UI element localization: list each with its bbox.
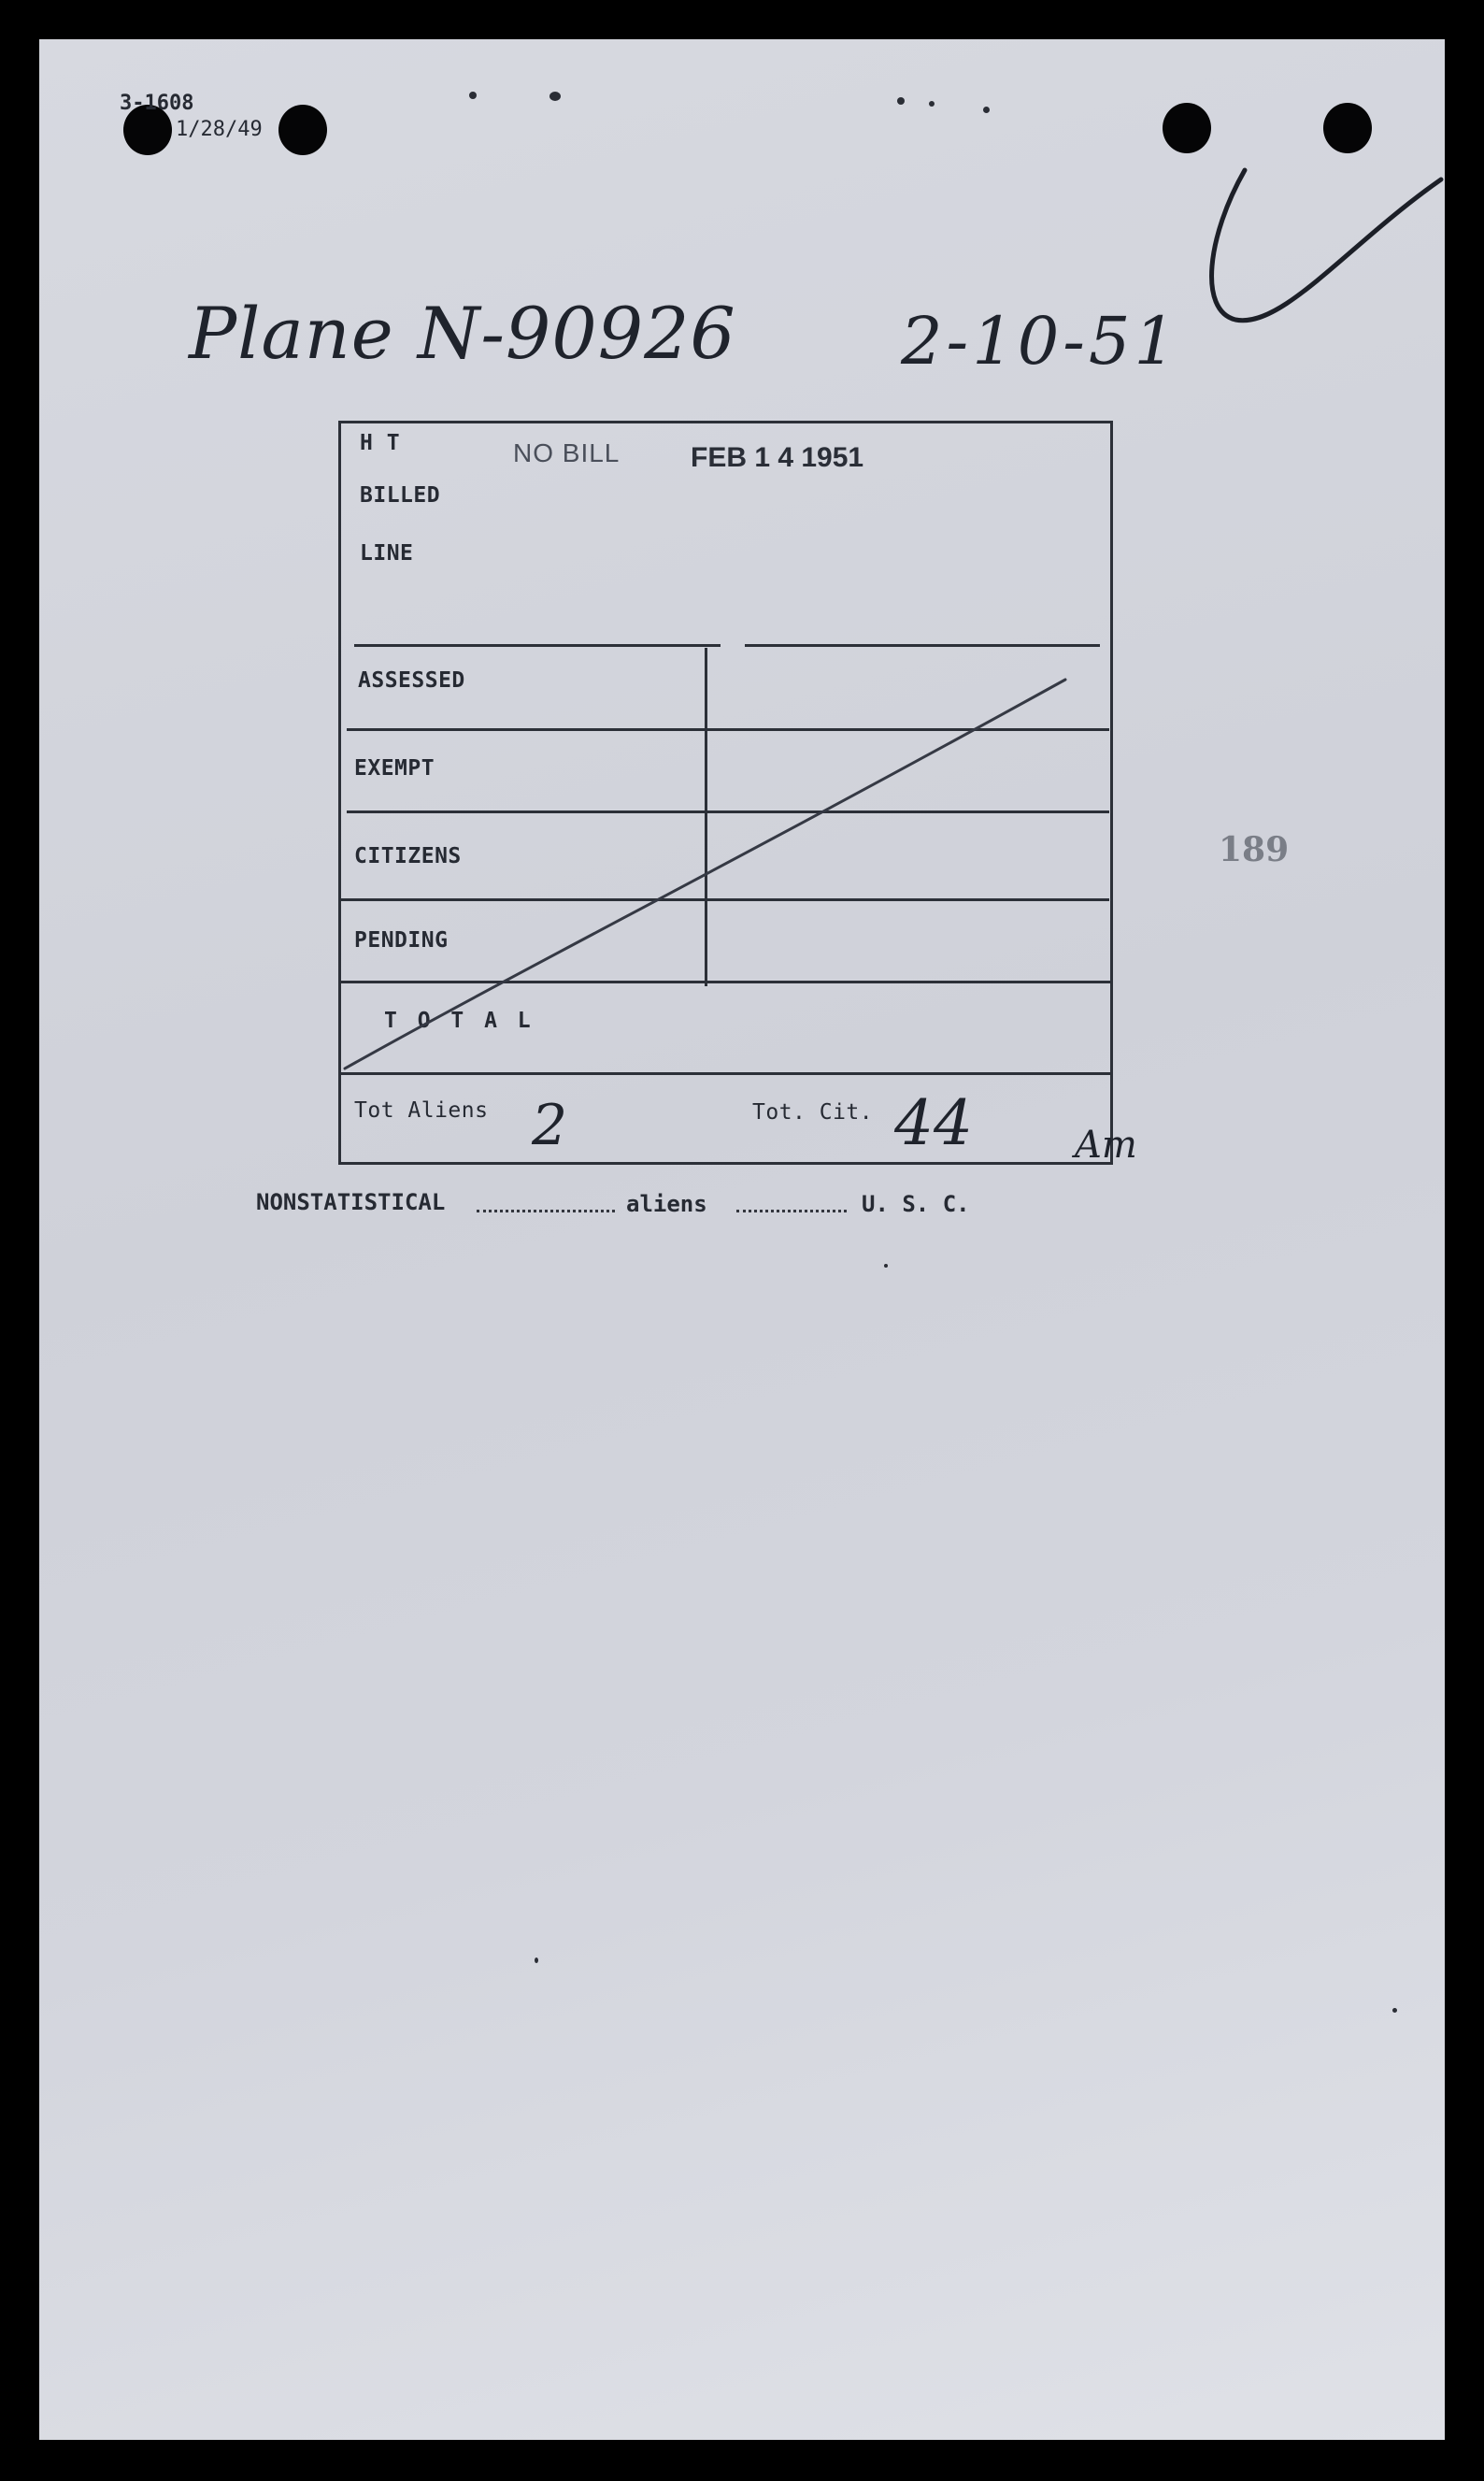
row-ht-label: H T xyxy=(360,431,401,455)
nonstatistical-aliens-blank xyxy=(477,1210,615,1212)
page-number: 189 xyxy=(1219,830,1290,869)
total-label: T O T A L xyxy=(384,1009,535,1033)
row-label-pending: PENDING xyxy=(354,928,449,953)
tot-aliens-value: 2 xyxy=(532,1093,568,1158)
no-bill-stamp: NO BILL xyxy=(513,438,621,467)
document-page xyxy=(39,39,1445,2440)
row-line-label: LINE xyxy=(360,541,414,566)
handwritten-initials: Am xyxy=(1075,1124,1137,1167)
speck xyxy=(549,92,561,101)
nonstatistical-label: NONSTATISTICAL xyxy=(256,1189,446,1215)
row-billed-label: BILLED xyxy=(360,483,441,508)
row-label-citizens: CITIZENS xyxy=(354,844,462,868)
speck xyxy=(897,97,905,105)
manifest-form-box xyxy=(338,421,1113,1165)
form-number: 3-1608 xyxy=(120,92,194,115)
handwritten-date: 2-10-51 xyxy=(901,303,1179,380)
speck xyxy=(983,107,990,113)
tot-cit-label: Tot. Cit. xyxy=(752,1100,874,1125)
received-date-stamp: FEB 1 4 1951 xyxy=(691,442,864,473)
row-label-exempt: EXEMPT xyxy=(354,756,435,781)
speck xyxy=(884,1264,888,1268)
diagonal-strike-line xyxy=(341,423,1110,1162)
plane-number: Plane N-90926 xyxy=(189,292,736,375)
speck xyxy=(535,1958,538,1963)
check-mark-icon xyxy=(1161,133,1445,348)
speck xyxy=(469,92,477,99)
punch-hole-left-2 xyxy=(278,105,327,155)
tot-aliens-label: Tot Aliens xyxy=(354,1098,489,1123)
speck xyxy=(1392,2008,1397,2013)
tot-cit-value: 44 xyxy=(894,1087,973,1159)
aliens-label: aliens xyxy=(626,1191,707,1217)
form-date: 1/28/49 xyxy=(176,118,263,141)
speck xyxy=(929,101,935,107)
row-label-assessed: ASSESSED xyxy=(358,668,465,693)
usc-label: U. S. C. xyxy=(862,1191,970,1217)
usc-blank xyxy=(736,1210,847,1212)
